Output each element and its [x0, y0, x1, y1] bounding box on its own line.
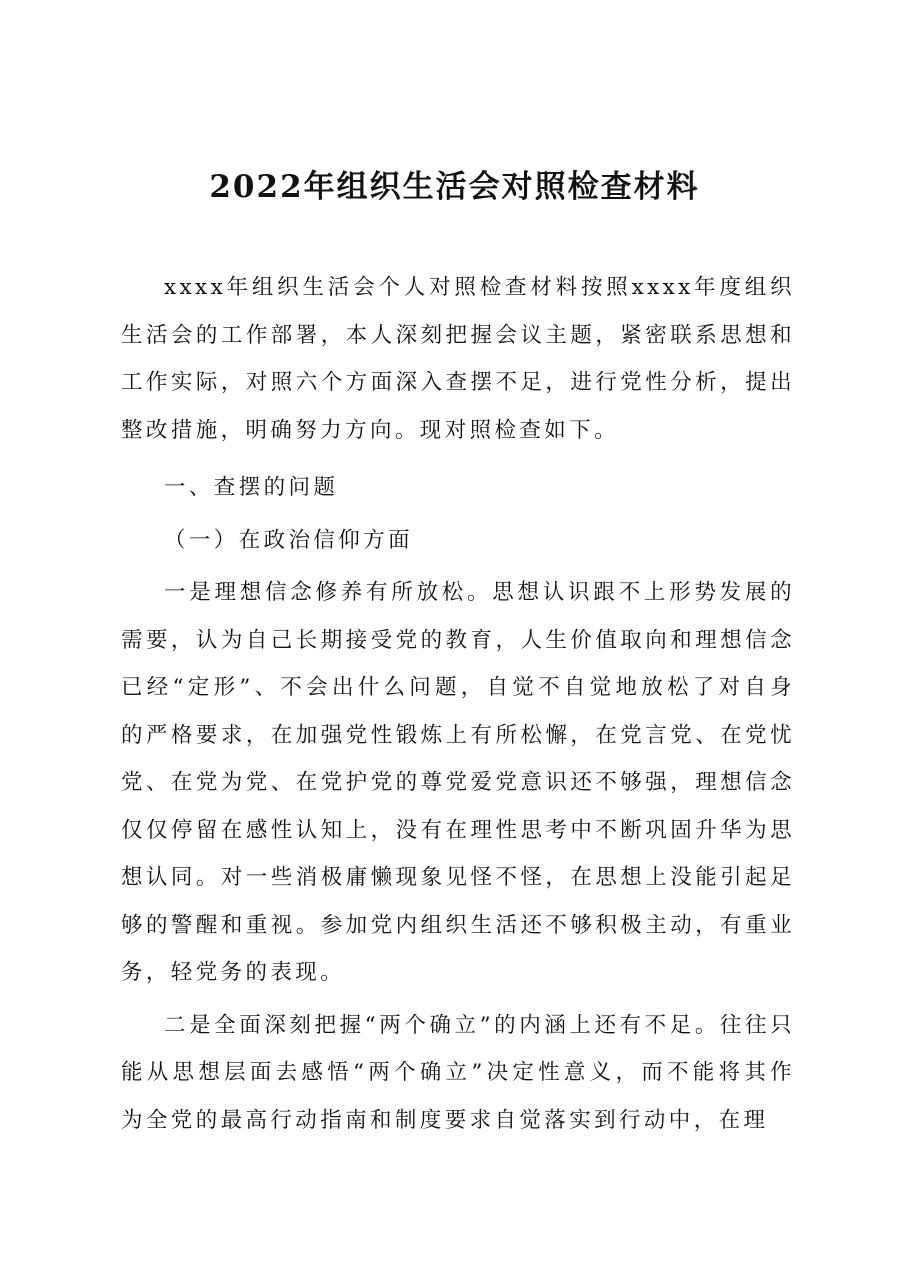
body-paragraph-2: 二是全面深刻把握“两个确立”的内涵上还有不足。往往只能从思想层面去感悟“两个确立”决定性意义，而不能将其作为全党的最高行动指南和制度要求自觉落实到行动中，在理 [121, 1012, 795, 1133]
document-title: 2022年组织生活会对照检查材料 [209, 169, 700, 205]
section-heading-1: 一、查摆的问题 [164, 475, 339, 500]
document-body [121, 264, 795, 1144]
body-paragraph-1: 一是理想信念修养有所放松。思想认识跟不上形势发展的需要，认为自己长期接受党的教育，人生价值取向和理想信念已经“定形”、不会出什么问题，自觉不自觉地放松了对自身的严格要求，在加强党性锻炼上有所松懈，在党言党、在党忧党、在党为党、在党护党的尊党爱党意识还不够强，理想信念仅仅停留在感性认知上，没有在理性思考中不断巩固升华为思想认同。对一些消极庸懒现象见怪不怪，在思想上没能引起足够的警醒和重视。参加党内组织生活还不够积极主动，有重业务，轻党务的表现。 [121, 580, 795, 985]
intro-paragraph: xxxx年组织生活会个人对照检查材料按照xxxx年度组织生活会的工作部署，本人深刻把握会议主题，紧密联系思想和工作实际，对照六个方面深入查摆不足，进行党性分析，提出整改措施，明确努力方向。现对照检查如下。 [121, 275, 795, 443]
subsection-heading-1: （一）在政治信仰方面 [164, 527, 414, 553]
